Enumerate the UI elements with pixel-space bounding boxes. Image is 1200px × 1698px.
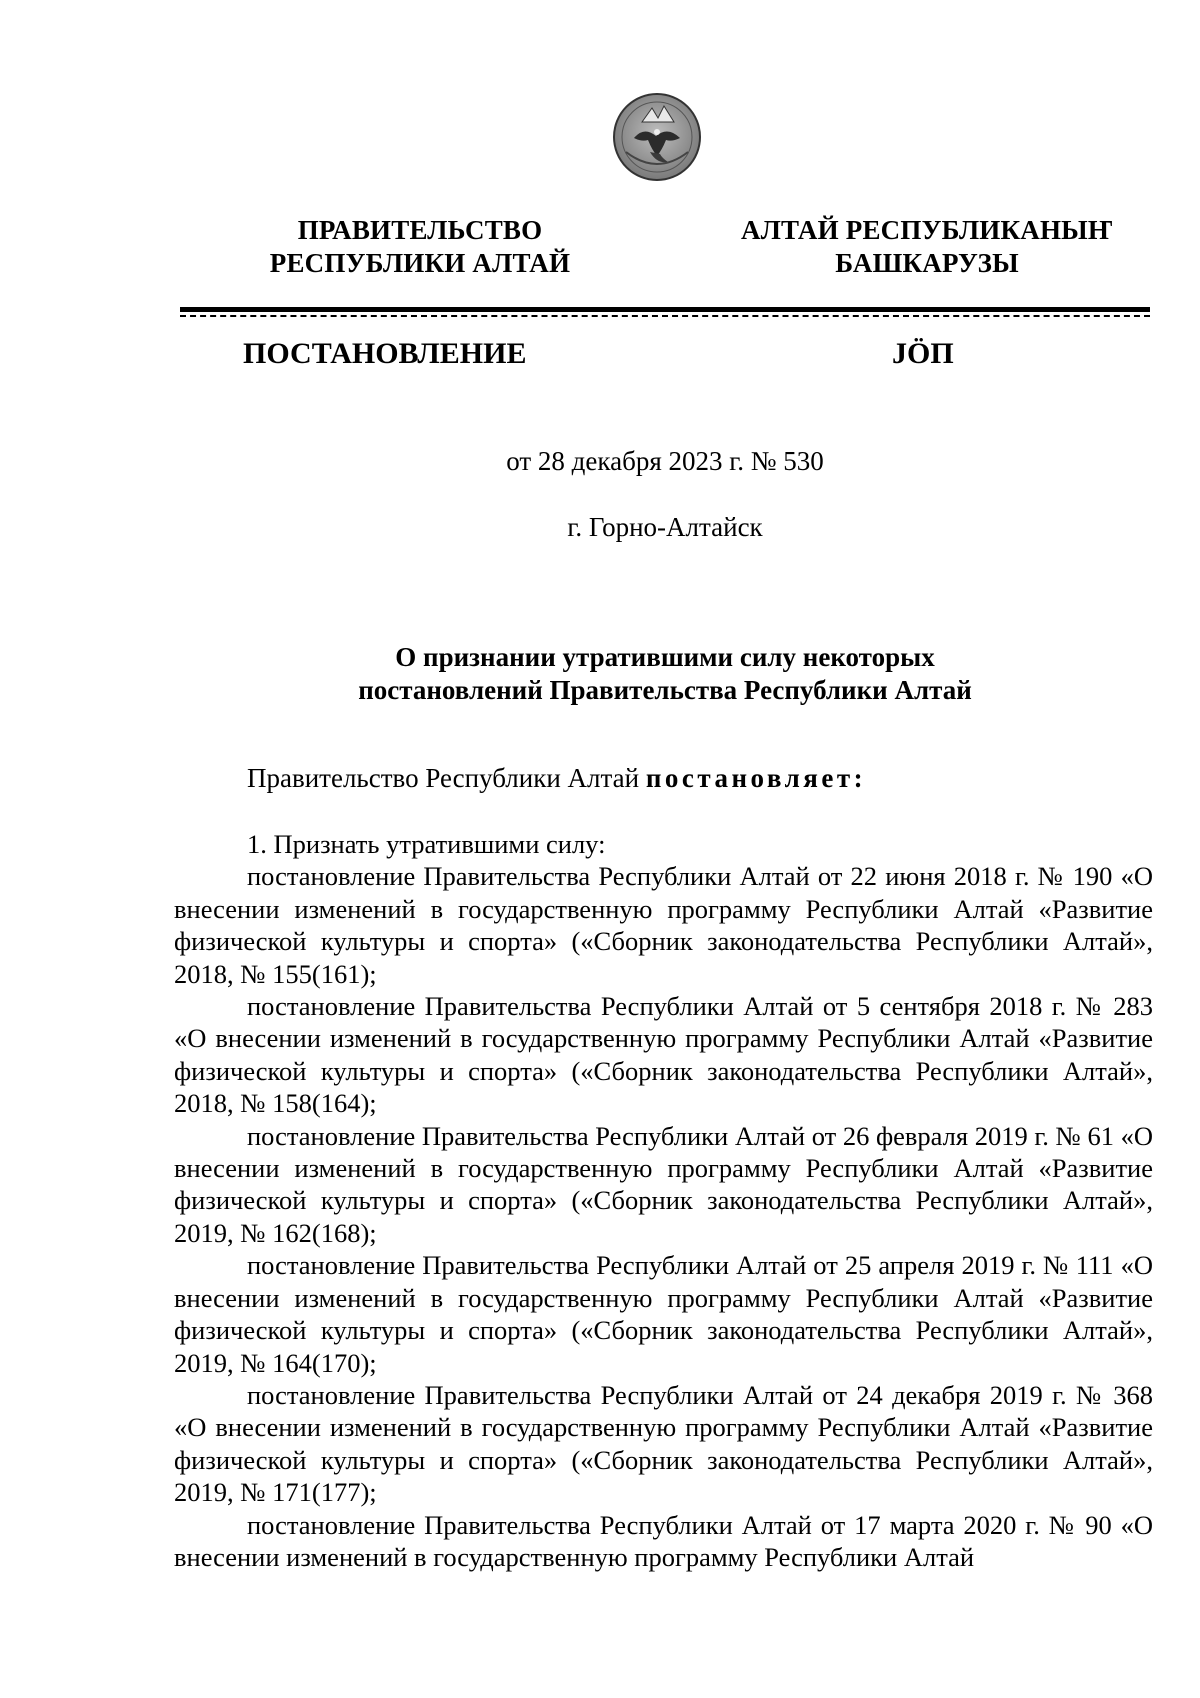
paragraph: 1. Признать утратившими силу: bbox=[247, 829, 606, 859]
header-left-line2: РЕСПУБЛИКИ АЛТАЙ bbox=[269, 248, 571, 278]
preamble-emphasis: постановляет: bbox=[645, 763, 867, 793]
paragraph: постановление Правительства Республики Алтай от 26 февраля 2019 г. № 61 «О внесении изменений в государственную программу Республики Алтай «Развитие физической культуры и спорта» («Сборник законодательства Республики Алтай», 2019, № 162(168); bbox=[174, 1120, 1153, 1248]
document-title-line1: О признании утратившими силу некоторых bbox=[395, 642, 935, 672]
emblem-icon bbox=[612, 92, 702, 182]
header-right-line2: БАШКАРУЗЫ bbox=[835, 248, 1019, 278]
document-city: г. Горно-Алтайск bbox=[567, 512, 763, 542]
header-left bbox=[220, 214, 620, 280]
divider-thick-line bbox=[180, 307, 1150, 312]
preamble bbox=[247, 762, 866, 794]
header-divider bbox=[180, 307, 1150, 319]
document-date-number: от 28 декабря 2023 г. № 530 bbox=[506, 446, 824, 476]
document-title-line2: постановлений Правительства Республики Алтай bbox=[358, 675, 972, 705]
coat-of-arms-emblem bbox=[612, 92, 702, 182]
header-right bbox=[722, 214, 1132, 280]
paragraph: постановление Правительства Республики Алтай от 25 апреля 2019 г. № 111 «О внесении изменений в государственную программу Республики Алтай «Развитие физической культуры и спорта» («Сборник законодательства Республики Алтай», 2019, № 164(170); bbox=[174, 1250, 1153, 1378]
divider-thin-line bbox=[180, 315, 1150, 317]
header-left-line1: ПРАВИТЕЛЬСТВО bbox=[297, 215, 543, 245]
document-body bbox=[174, 828, 1153, 1573]
preamble-text: Правительство Республики Алтай bbox=[247, 763, 646, 793]
paragraph: постановление Правительства Республики Алтай от 5 сентября 2018 г. № 283 «О внесении изменений в государственную программу Республики Алтай «Развитие физической культуры и спорта» («Сборник законодательства Республики Алтай», 2018, № 158(164); bbox=[174, 991, 1153, 1119]
paragraph: постановление Правительства Республики Алтай от 17 марта 2020 г. № 90 «О внесении изменений в государственную программу Республики Алтай bbox=[174, 1509, 1153, 1572]
header-right-line1: АЛТАЙ РЕСПУБЛИКАНЫҤ bbox=[741, 215, 1113, 245]
paragraph: постановление Правительства Республики Алтай от 22 июня 2018 г. № 190 «О внесении изменений в государственную программу Республики Алтай «Развитие физической культуры и спорта» («Сборник законодательства Республики Алтай», 2018, № 155(161); bbox=[174, 861, 1153, 989]
document-title bbox=[180, 641, 1150, 707]
doc-type-russian: ПОСТАНОВЛЕНИЕ bbox=[243, 337, 527, 370]
doc-type-altai: JӦП bbox=[892, 337, 954, 370]
paragraph: постановление Правительства Республики Алтай от 24 декабря 2019 г. № 368 «О внесении изменений в государственную программу Республики Алтай «Развитие физической культуры и спорта» («Сборник законодательства Республики Алтай», 2019, № 171(177); bbox=[174, 1379, 1153, 1508]
